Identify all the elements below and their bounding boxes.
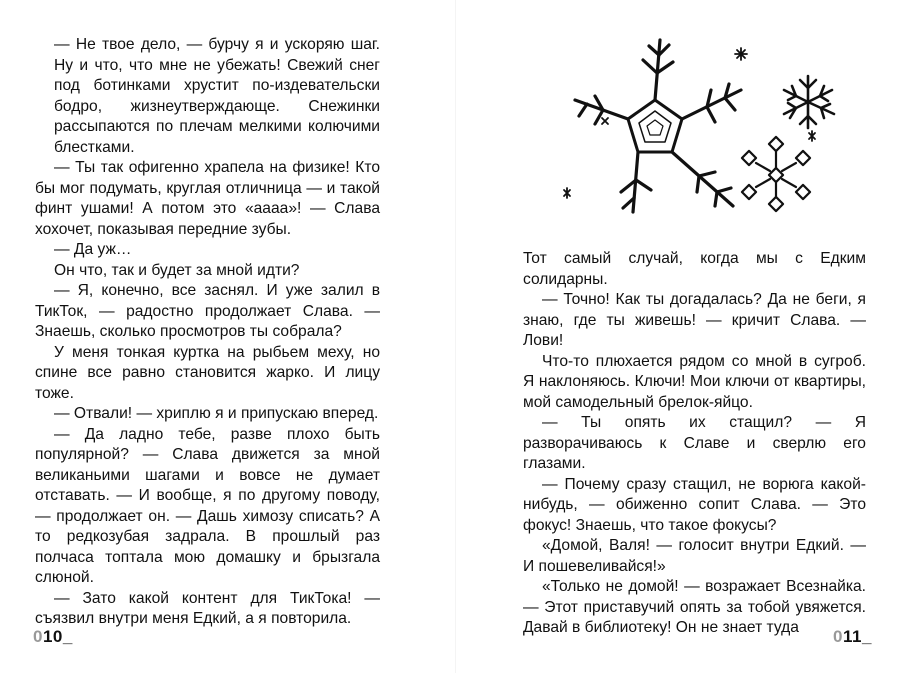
paragraph: «Только не домой! — возражает Всезнайка. — Этот приставучий опять за тобой увяжется. Давай в библиотеку! Он не знает туда [523, 578, 866, 636]
paragraph: — Отвали! — хриплю я и припускаю вперед. [54, 405, 379, 422]
paragraph: — Почему сразу стащил, не ворюга какой-нибудь, — обиженно сопит Слава. — Это фокус! Знаешь, что такое фокусы? [523, 475, 866, 534]
paragraph: — Не твое дело, — бурчу я и ускоряю шаг. Ну и что, что мне не убежать! Свежий снег под ботинками хрустит по-издевательски бодро, жизнеутверждающе. Снежинки рассыпаются по плечам мелкими колючими блестками. [54, 36, 380, 156]
paragraph: — Да ладно тебе, разве плохо быть популярной? — Слава движется за мной великаньими шагами и вовсе не думает отставать. — И вообще, я по другому поводу, — продолжает он. — Дашь химозу списать? А то редкозубая задрала. В прошлый раз полчаса топтала мою домашку и брызгала слюной. [35, 425, 380, 586]
page-number [33, 627, 73, 647]
paragraph: Тот самый случай, когда мы с Едким солидарны. [523, 250, 866, 288]
right-page-text [523, 249, 866, 639]
paragraph: Что-то плюхается рядом со мной в сугроб. Я наклоняюсь. Ключи! Мои ключи от квартиры, мой самодельный брелок-яйцо. [523, 352, 866, 411]
paragraph: — Ты опять их стащил? — Я разворачиваюсь к Славе и сверлю его глазами. [523, 414, 866, 472]
paragraph: — Я, конечно, все заснял. И уже залил в ТикТок, — радостно продолжает Слава. — Знаешь, сколько просмотров ты собрала? [35, 282, 380, 340]
paragraph: — Точно! Как ты догадалась? Да не беги, я знаю, где ты живешь! — кричит Слава. — Лови! [523, 291, 866, 349]
paragraph: — Ты так офигенно храпела на физике! Кто бы мог подумать, круглая отличница — и такой финт ушами! А потом это «аааа»! — Слава хохочет, показывая передние зубы. [35, 159, 380, 238]
left-page [0, 0, 455, 673]
paragraph: Он что, так и будет за мной идти? [54, 261, 300, 279]
page-number-prefix: 0 [833, 627, 843, 646]
right-page [456, 0, 911, 673]
paragraph: «Домой, Валя! — голосит внутри Едкий. — И пошевеливайся!» [523, 537, 866, 575]
paragraph: — Зато какой контент для ТикТока! — съязвил внутри меня Едкий, а я повторила. [35, 589, 380, 627]
page-number-prefix: 0 [33, 627, 43, 646]
page-number-main: 10_ [42, 627, 73, 646]
page-number [833, 627, 872, 647]
paragraph: У меня тонкая куртка на рыбьем меху, но спине все равно становится жарко. И лицу тоже. [35, 343, 380, 402]
left-page-text [35, 35, 380, 630]
paragraph: — Да уж… [54, 241, 132, 258]
page-number-main: 11_ [842, 627, 872, 646]
